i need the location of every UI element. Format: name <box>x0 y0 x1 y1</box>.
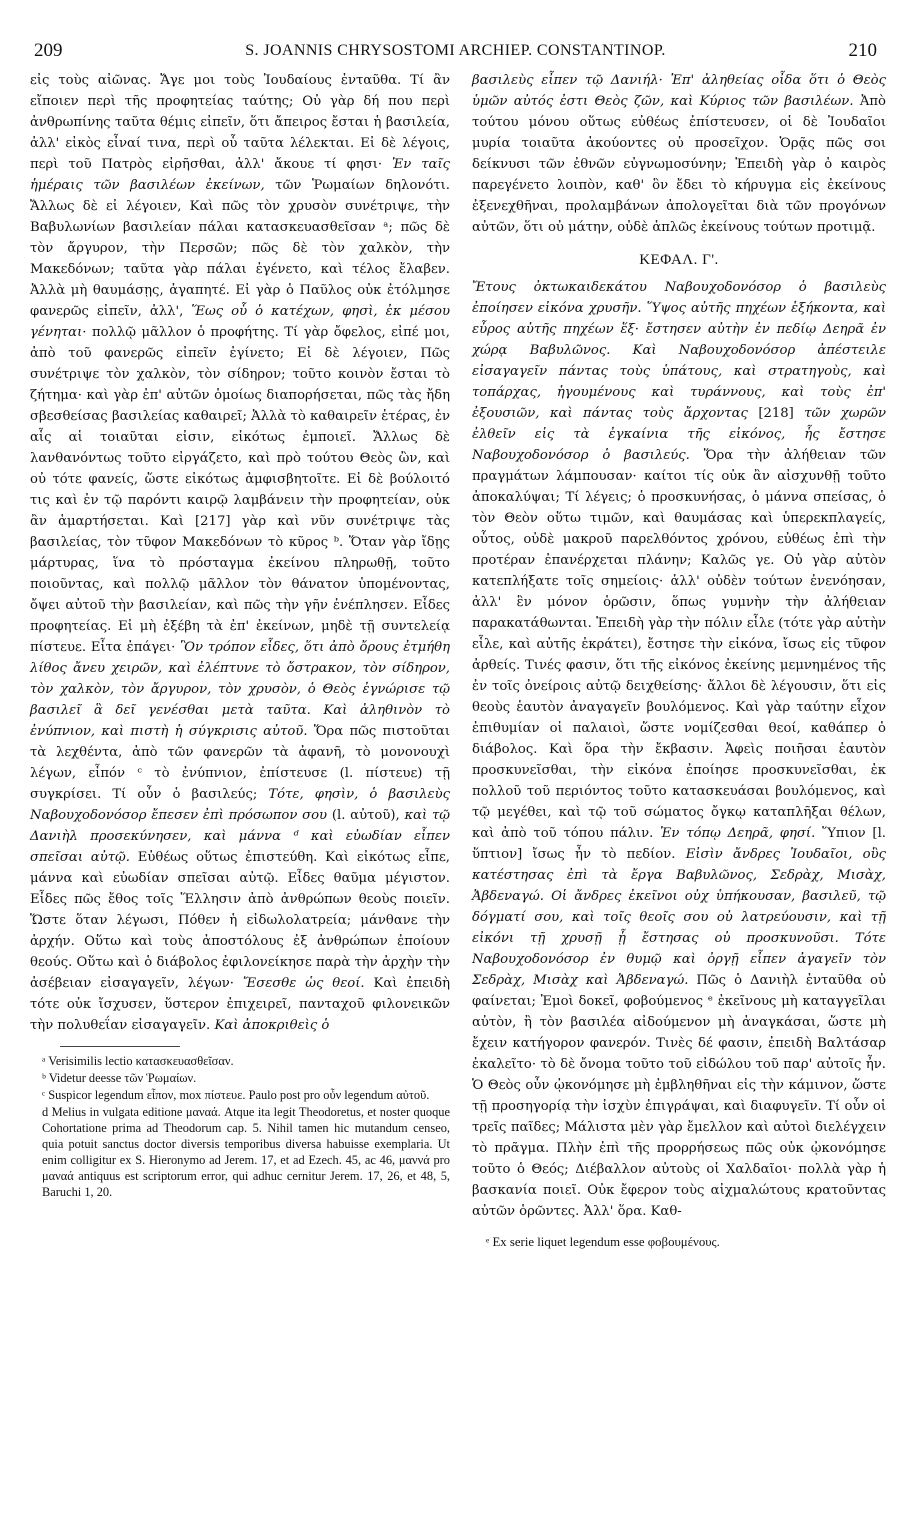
quote-run: Ὃν τρόπον εἶδες, ὅτι ἀπὸ ὄρους ἐτμήθη λίθος ἄνευ χειρῶν, καὶ ἐλέπτυνε τὸ ὄστρακον, τὸν σίδηρον, τὸν χαλκὸν, τὸν ἄργυρον, τὸν χρυσὸν, ὁ Θεὸς ἐγνώρισε τῷ βασιλεῖ ἃ δεῖ γενέσθαι μετὰ ταῦτα. Καὶ ἀληθινὸν τὸ ἐνύπνιον, καὶ πιστὴ ἡ σύγκρισις αὐτοῦ. <box>30 640 450 739</box>
footnote-a: ᵃ Verisimilis lectio κατασκευασθεῖσαν. <box>42 1054 234 1068</box>
footnote-d: d Melius in vulgata editione μαναά. Atque ita legit Theodoretus, et noster quoque Cohortatione prima ad Theodorum cap. 5. Nihil tamen hic mutandum censeo, quia potuit sanctus doctor diversis temporibus diversa habuisse exemplaria. Ut enim colligitur ex S. Hieronymo ad Jerem. 17, et ad Ezech. 45, ac 46, μαννά pro μαναά antiquus est scriptorum error, qui adhuc cernitur Jerem. 17, 26, et 48, 5, Baruchi 1, 20. <box>42 1105 450 1199</box>
text-run: πολλῷ μᾶλλον ὁ προφήτης. Τί γὰρ ὄφελος, εἰπέ μοι, ἀπὸ τοῦ φανερῶς εἰπεῖν ἐγίνετο; Εἰ δὲ λέγοιεν, Πῶς συνέτριψε τὸν χαλκὸν, τὸν σίδηρον; τοῦτο κοινὸν ἔσται τὸ ζήτημα· καὶ γὰρ ἐπ' αὐτῶν ὁμοίως διαπορήσεται, πῶς τὰς ἤδη σβεσθείσας βασιλείας καθαιρεῖ; Ἀλλὰ τὸ καθαιρεῖν ἑτέρας, ἐν αἷς αἱ τοιαῦται εἰσιν, εἰκότως ἐμποιεῖ. Ἄλλως δὲ λανθανόντως τοῦτο εἰργάζετο, καὶ πρὸ τούτου Θεὸς ὢν, καὶ οὐ τότε φανείς, ὥστε εἰκότως ἀμφισβητοῖτε. Εἰ δὲ βούλοιτό τις καὶ ἐν τῷ παρόντι καιρῷ λαμβάνειν τὴν προφητείαν, οὐκ ἂν ἁμαρτήσεται. Καὶ [217] γὰρ καὶ νῦν συνέτριψε τὰς βασιλείας, τὸν τῦφον Μακεδόνων τὸ κῦρος ᵇ. Ὅταν γὰρ ἴδῃς μάρτυρας, ἵνα τὸ πρόσταγμα ἐκείνου πληρωθῇ, τοῦτο ποιοῦντας, καὶ πολλῷ μᾶλλον τὸν θάνατον ὑπομένοντας, ὄψει αὐτοῦ τὴν βασιλείαν, καὶ πῶς τὴν γῆν ἐνέπλησεν. Εἶδες προφητείας. Εἰ μὴ ἐξέβη τὰ ἐπ' ἐκείνων, μηδὲ τῇ συντελείᾳ πίστευε. Εἶτα ἐπάγει· <box>30 325 450 655</box>
quote-run: Ἕως οὗ ὁ κατέχων, φησὶ, ἐκ μέσου γένηται· <box>30 304 450 340</box>
footnote-rule <box>60 1046 180 1047</box>
right-paragraph-2 <box>472 277 886 1222</box>
right-column <box>472 70 886 1253</box>
left-paragraph <box>30 70 450 1036</box>
page-number-left: 209 <box>34 40 63 61</box>
running-title: S. JOANNIS CHRYSOSTOMI ARCHIEP. CONSTANTINOP. <box>245 42 666 59</box>
right-paragraph-1 <box>472 70 886 238</box>
quote-run: βασιλεὺς εἶπεν τῷ Δανιήλ· Ἐπ' ἀληθείας οἶδα ὅτι ὁ Θεὸς ὑμῶν αὐτός ἐστι Θεὸς ζῶν, καὶ Κύριος τῶν βασιλέων. <box>472 73 886 109</box>
left-column <box>30 70 450 1201</box>
quote-run: Καὶ ἀποκριθεὶς ὁ <box>214 1018 330 1033</box>
text-run: Καὶ ἐπειδὴ τότε οὐκ ἴσχυσεν, ὕστερον ἐπιχειρεῖ, πανταχοῦ φιλονεικῶν τὴν πολυθεΐαν εἰσαγαγεῖν. <box>30 976 450 1033</box>
quote-run: καὶ τῷ Δανιὴλ προσεκύνησεν, καὶ μάννα ᵈ καὶ εὐωδίαν εἶπεν σπεῖσαι αὐτῷ. <box>30 808 450 865</box>
quote-run: τῶν χωρῶν ἐλθεῖν εἰς τὰ ἐγκαίνια τῆς εἰκόνος, ἧς ἔστησε Ναβουχοδονόσορ ὁ βασιλεύς. <box>472 406 886 463</box>
footnotes-left <box>30 1053 450 1200</box>
text-run: Ὅρα τὴν ἀλήθειαν τῶν πραγμάτων λάμπουσαν· καίτοι τίς οὐκ ἂν αἰσχυνθῇ τοῦτο ἀποκαλύψαι; Τί λέγεις; ὁ προσκυνήσας, ὁ μάννα σπείσας, ὁ τὸν Θεὸν οὕτω τιμῶν, καὶ θαυμάσας καὶ ὑπερεκπλαγείς, οὗτος, οὐδὲ μακροῦ παρελθόντος χρόνου, εὐθέως ἐπὶ τὴν προτέραν ἐπανέρχεται πλάνην; Καλῶς γε. Οὐ γὰρ αὐτὸν κατεπλήξατε τοῖς σημείοις· ἀλλ' οὐδὲν τούτων ἐνενόησαν, ἀλλ' ἓν μόνον ὁρῶσιν, ὅπως γυμνὴν τὴν ἀλήθειαν παρακατάθωνται. Ἐπειδὴ γὰρ τὴν πόλιν εἷλε (τότε γὰρ αὐτὴν εἷλε, καὶ αὐτῆς ἐκράτει), ἔστησε τὴν εἰκόνα, ἴσως εἰς τῦφον ἀρθείς. Τινές φασιν, ὅτι τῆς εἰκόνος ἐκείνης μεμνημένος τῆς ἐν τοῖς ὀνείροις αὐτῷ δειχθείσης· ἄλλοι δὲ λέγουσιν, ὅτι εἰς θεοὺς ἑαυτὸν ἀναγαγεῖν βουλόμενος. Καὶ γὰρ ταύτην εἶχον ἐπιθυμίαν οἱ παλαιοὶ, ὥστε νομίζεσθαι θεοί, καθάπερ ὁ διάβολος. Καὶ ὅρα τὴν ἔκβασιν. Ἀφεὶς ποιῆσαι ἑαυτὸν προσκυνεῖσθαι, τὴν εἰκόνα ἐποίησε προσκυνεῖσθαι, ἐκ πολλοῦ τοῦ περιόντος τοῦτο κατασκευάσαι βουλόμενος, καὶ τῷ μεγέθει, καὶ τῷ τοῦ σώματος ὄγκῳ καταπλῆξαι θέλων, καὶ ἀπὸ τοῦ τόπου πάλιν. <box>472 448 886 841</box>
chapter-heading: ΚΕΦΑΛ. Γ'. <box>639 252 719 268</box>
text-run: Ἀπὸ τούτου μόνου οὕτως εὐθέως ἐπίστευσεν, οἱ δὲ Ἰουδαῖοι μυρία τοιαῦτα ἀκούοντες οὐ προσεῖχον. Ὁρᾷς πῶς σοι δείκνυσι τῶν ἐθνῶν εὐγνωμοσύνην; Ἐπειδὴ γὰρ ὁ καιρὸς παρεγένετο λοιπὸν, καθ' ὃν ἔδει τὸ κήρυγμα εἰς ἐκείνους ἐξενεχθῆναι, προλαμβάνων ἀπολογεῖται διὰ τῶν προγόνων αὐτῶν, ὅτι οὐ μάτην, οὐδὲ ἁπλῶς ἐκείνους τούτων προτιμᾷ. <box>472 94 886 235</box>
quote-run: Τότε, φησὶν, ὁ βασιλεὺς Ναβουχοδονόσορ ἔπεσεν ἐπὶ πρόσωπον σου <box>30 787 450 823</box>
text-run: [218] <box>758 406 794 421</box>
quote-run: Εἰσὶν ἄνδρες Ἰουδαῖοι, οὓς κατέστησας ἐπὶ τὰ ἔργα Βαβυλῶνος, Σεδρὰχ, Μισὰχ, Ἀβδεναγώ. Οἱ ἄνδρες ἐκεῖνοι οὐχ ὑπήκουσαν, βασιλεῦ, τῷ δόγματί σου, καὶ τοῖς θεοῖς σου οὐ λατρεύουσιν, καὶ τῇ εἰκόνι τῇ χρυσῇ ᾗ ἔστησας οὐ προσκυνοῦσι. Τότε Ναβουχοδονόσορ ἐν θυμῷ καὶ ὀργῇ εἶπεν ἀγαγεῖν τὸν Σεδρὰχ, Μισὰχ καὶ Ἀβδεναγώ. <box>472 847 886 988</box>
quote-run: Ἔσεσθε ὡς θεοί. <box>242 976 365 991</box>
text-run: τῶν Ῥωμαίων δηλονότι. Ἄλλως δὲ εἰ λέγοιεν, Καὶ πῶς τὸν χρυσὸν συνέτριψε, τὴν Βαβυλωνίων βασιλείαν πάλαι κατασκευασθεῖσαν ᵃ; πῶς δὲ τὸν ἄργυρον, τὴν Περσῶν; πῶς δὲ τὸν χαλκὸν, τὴν Μακεδόνων; ταῦτα γὰρ πάλαι ἐγένετο, καὶ τέλος ἔλαβεν. Ἀλλὰ μὴ θαυμάσῃς, ἀγαπητέ. Εἰ γὰρ ὁ Παῦλος οὐκ ἐτόλμησε φανερῶς εἰπεῖν, ἀλλ', <box>30 178 450 319</box>
footnote-e: ᵉ Ex serie liquet legendum esse φοβουμένους. <box>486 1235 720 1249</box>
quote-run: Ἐν τόπῳ Δεηρᾶ, φησί. <box>660 826 816 841</box>
text-run: Ὕπιον [l. ὕπτιον] ἴσως ἦν τὸ πεδίον. <box>472 826 886 862</box>
footnote-b: ᵇ Videtur deesse τῶν Ῥωμαίων. <box>42 1071 197 1085</box>
text-run: εἰς τοὺς αἰῶνας. Ἄγε μοι τοὺς Ἰουδαίους ἐνταῦθα. Τί ἂν εἴποιεν περὶ τῆς προφητείας ταύτης; Οὐ γὰρ δή που περὶ ἀνθρωπίνης ταῦτα θέμις εἰπεῖν, ὅτι ἄπειρος ἔσται ἡ βασιλεία, ἀλλ' εἰκὸς εἶναί τινα, περὶ οὗ ταῦτα λέλεκται. Εἰ δὲ λέγοις, περὶ τοῦ Πατρὸς εἰρῆσθαι, ἀλλ' ἄκουε τί φησι· <box>30 73 450 172</box>
text-run: Πῶς ὁ Δανιὴλ ἐνταῦθα οὐ φαίνεται; Ἐμοὶ δοκεῖ, φοβούμενος ᵉ ἐκεῖνους μὴ καταγγεῖλαι αὐτὸν, ἢ τὸν βασιλέα αἰδούμενον μὴ ἀναγκάσαι, ὥστε μὴ ἔχειν κατήγορον φανερόν. Τινὲς δέ φασιν, ἐπειδὴ Βαλτάσαρ ἐκαλεῖτο· τὸ δὲ ὄνομα τοῦτο τοῦ εἰδώλου τοῦ παρ' αὐτοῖς ἦν. Ὁ Θεὸς οὖν ᾠκονόμησε μὴ ἐμβληθῆναι εἰς τὴν κάμινον, ὥστε τῇ προσηγορίᾳ τὴν ἰσχὺν ἐπιγράψαι, καὶ διαφυγεῖν. Τί οὖν οἱ τρεῖς παῖδες; Μάλιστα μὲν γὰρ ἔμελλον καὶ αὐτοὶ διελέγχειν τὸ πρᾶγμα. Πλὴν ἐπὶ τῆς προρρήσεως πῶς οὐκ ᾠκονόμησε τοῦτο ὁ Θεός; Διέβαλλον αὐτοὺς οἱ Χαλδαῖοι· πολλὰ γὰρ ἡ βασκανία ποιεῖ. Οὐκ ἔφερον τοὺς αἰχμαλώτους κρατοῦντας αὐτῶν ὁρῶντες. Ἀλλ' ὅρα. Καθ- <box>472 973 886 1219</box>
page-number-right: 210 <box>848 40 877 61</box>
text-run: (l. αὐτοῦ), <box>331 808 400 823</box>
text-run: Εὐθέως οὕτως ἐπιστεύθη. Καὶ εἰκότως εἶπε, μάννα καὶ εὐωδίαν σπεῖσαι αὐτῷ. Εἶδες θαῦμα μέγιστον. Εἶδες πῶς ἔθος τοῖς Ἕλλησιν ἀπὸ ἀνθρώπων θεοὺς ποιεῖν. Ὥστε ὅταν λέγωσι, Πόθεν ἡ εἰδωλολατρεία; μάνθανε τὴν ἀρχήν. Οὕτω καὶ τοὺς ἀποστόλους ἐξ ἀνθρώπων ἐποίουν θεούς. Οὕτω καὶ ὁ διάβολος ἐφιλονείκησε παρὰ τὴν ἀρχὴν τὴν ἀσέβειαν εἰσαγαγεῖν, λέγων· <box>30 850 450 991</box>
page-header <box>30 40 881 66</box>
quote-run: Ἔτους ὀκτωκαιδεκάτου Ναβουχοδονόσορ ὁ βασιλεὺς ἐποίησεν εἰκόνα χρυσῆν. Ὕψος αὐτῆς πηχέων ἑξήκοντα, καὶ εὖρος αὐτῆς πηχέων ἕξ· ἔστησεν αὐτὴν ἐν πεδίῳ Δεηρᾶ ἐν χώρᾳ Βαβυλῶνος. Καὶ Ναβουχοδονόσορ ἀπέστειλε εἰσαγαγεῖν πάντας τοὺς ὑπάτους, καὶ στρατηγοὺς, καὶ τοπάρχας, ἡγουμένους καὶ τυράννους, καὶ τοὺς ἐπ' ἐξουσιῶν, καὶ πάντας τοὺς ἄρχοντας <box>472 280 886 421</box>
quote-run: Ἐν ταῖς ἡμέραις τῶν βασιλέων ἐκείνων, <box>30 157 450 193</box>
text-run: Ὅρα πῶς πιστοῦται τὰ λεχθέντα, ἀπὸ τῶν φανερῶν τὰ ἀφανῆ, τὸ μονονουχὶ λέγων, εἶπόν ᶜ τὸ ἐνύπνιον, ἐπίστευσε (l. πίστευε) τῇ συγκρίσει. Τί οὖν ὁ βασιλεύς; <box>30 724 450 802</box>
footnote-c: ᶜ Suspicor legendum εἶπον, mox πίστευε. Paulo post pro οὖν legendum αὐτοῦ. <box>42 1088 430 1102</box>
